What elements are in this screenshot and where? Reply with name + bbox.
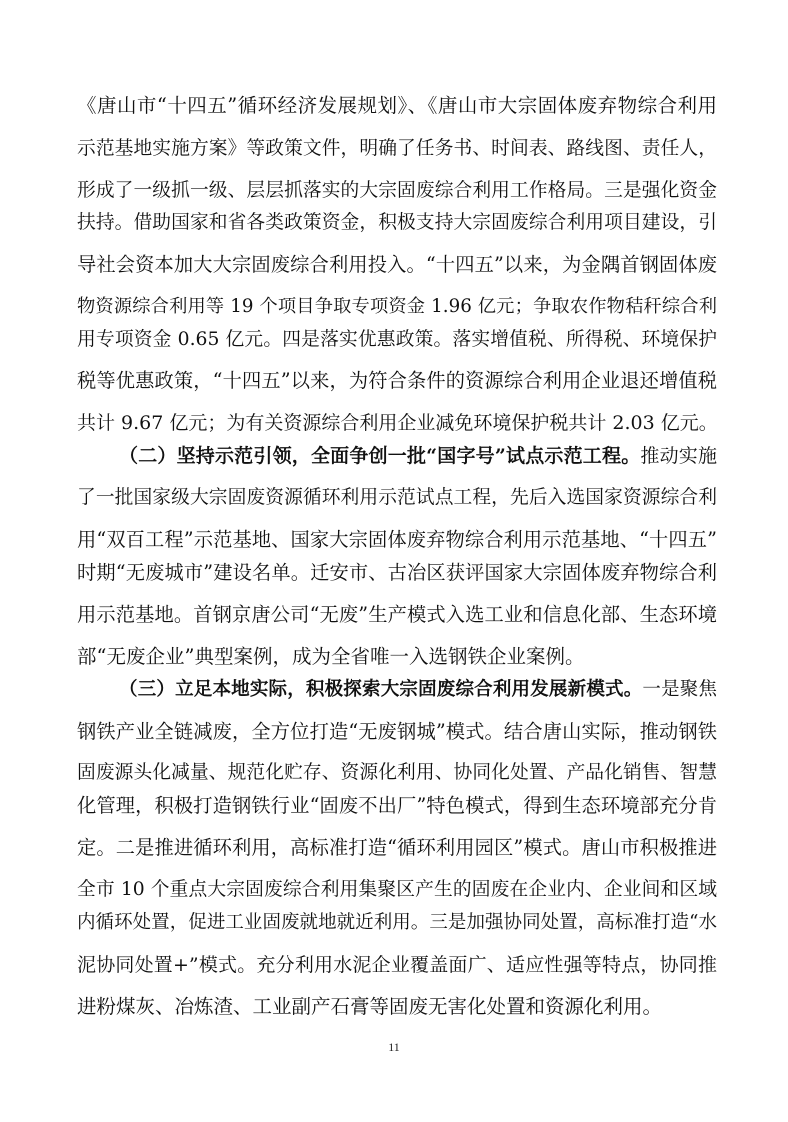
- section-heading-line: [119, 674, 717, 706]
- section-heading: （三）立足本地实际，积极探索大宗固废综合利用发展新模式。: [119, 679, 643, 700]
- page-number: 11: [388, 1040, 400, 1054]
- paragraph-line: 了一批国家级大宗固废资源循环利用示范试点工程，先后入选国家资源综合利: [77, 487, 717, 508]
- paragraph-line: 物资源综合利用等 19 个项目争取专项资金 1.96 亿元；争取农作物秸秆综合利: [77, 296, 717, 317]
- paragraph-line: 《唐山市“十四五”循环经济发展规划》、《唐山市大宗固体废弃物综合利用: [77, 94, 717, 117]
- paragraph-line: 形成了一级抓一级、层层抓落实的大宗固废综合利用工作格局。三是强化资金: [77, 180, 717, 201]
- paragraph-line: 示范基地实施方案》等政策文件，明确了任务书、时间表、路线图、责任人，: [77, 138, 717, 159]
- paragraph-line: 共计 9.67 亿元；为有关资源综合利用企业减免环境保护税共计 2.03 亿元。: [77, 412, 718, 434]
- heading-continuation: 一是聚焦: [642, 679, 717, 700]
- paragraph-line: 泥协同处置+”模式。充分利用水泥企业覆盖面广、适应性强等特点，协同推: [77, 954, 717, 976]
- paragraph-line: 用“双百工程”示范基地、国家大宗固体废弃物综合利用示范基地、“十四五”: [77, 528, 717, 551]
- paragraph-line: 导社会资本加大大宗固废综合利用投入。“十四五”以来，为金隅首钢固体废: [77, 253, 717, 276]
- heading-continuation: 推动实施: [640, 445, 717, 467]
- paragraph-line: 化管理，积极打造钢铁行业“固废不出厂”特色模式，得到生态环境部充分肯: [77, 794, 717, 817]
- paragraph-line: 钢铁产业全链减废，全方位打造“无废钢城”模式。结合唐山实际，推动钢铁: [77, 720, 717, 743]
- paragraph-line: 进粉煤灰、冶炼渣、工业副产石膏等固废无害化处置和资源化利用。: [77, 995, 663, 1018]
- paragraph-line: 固废源头化减量、规范化贮存、资源化利用、协同化处置、产品化销售、智慧: [77, 762, 717, 783]
- paragraph-line: 扶持。借助国家和省各类政策资金，积极支持大宗固废综合利用项目建设，引: [77, 212, 717, 233]
- paragraph-line: 用示范基地。首钢京唐公司“无废”生产模式入选工业和信息化部、生态环境: [77, 603, 717, 626]
- paragraph-line: 时期“无废城市”建设名单。迁安市、古冶区获评国家大宗固体废弃物综合利: [77, 561, 717, 584]
- paragraph-line: 全市 10 个重点大宗固废综合利用集聚区产生的固废在企业内、企业间和区域: [77, 879, 717, 900]
- paragraph-line: 内循环处置，促进工业固废就地就近利用。三是加强协同处置，高标准打造“水: [77, 912, 717, 933]
- section-heading-line: [119, 440, 717, 472]
- paragraph-line: 税等优惠政策，“十四五”以来，为符合条件的资源综合利用企业退还增值税: [77, 369, 717, 392]
- paragraph-line: 定。二是推进循环利用，高标准打造“循环利用园区”模式。唐山市积极推进: [77, 836, 717, 859]
- paragraph-line: 部“无废企业”典型案例，成为全省唯一入选钢铁企业案例。: [77, 645, 585, 668]
- paragraph-line: 用专项资金 0.65 亿元。四是落实优惠政策。落实增值税、所得税、环境保护: [77, 329, 717, 350]
- section-heading: （二）坚持示范引领，全面争创一批“国字号”试点示范工程。: [119, 445, 641, 467]
